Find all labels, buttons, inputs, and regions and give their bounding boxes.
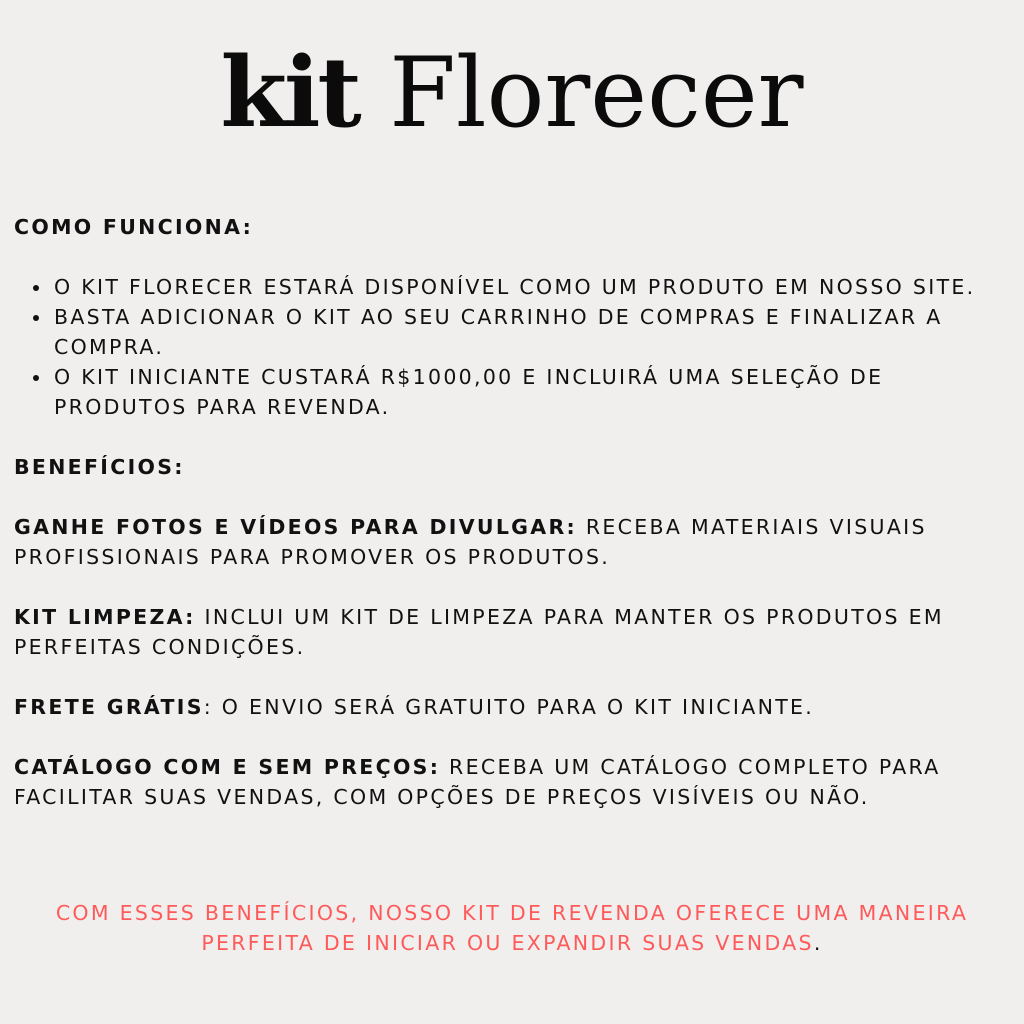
list-item: • BASTA ADICIONAR O KIT AO SEU CARRINHO DE COMPRAS E FINALIZAR A COMPRA. (52, 302, 1010, 362)
title-florecer: Florecer (389, 37, 804, 149)
como-funciona-heading: COMO FUNCIONA: (14, 215, 254, 239)
benefit-text: : O ENVIO SERÁ GRATUITO PARA O KIT INICIANTE. (203, 695, 815, 719)
como-funciona-list (14, 272, 1010, 422)
benefit-label: KIT LIMPEZA: (14, 605, 196, 629)
spacer (14, 482, 1010, 512)
benefit-label: GANHE FOTOS E VÍDEOS PARA DIVULGAR: (14, 515, 578, 539)
list-item: • O KIT INICIANTE CUSTARÁ R$1000,00 E INCLUIRÁ UMA SELEÇÃO DE PRODUTOS PARA REVENDA. (52, 362, 1010, 422)
closing-text: COM ESSES BENEFÍCIOS, NOSSO KIT DE REVENDA OFERECE UMA MANEIRA PERFEITA DE INICIAR OU EXPANDIR SUAS VENDAS (55, 901, 969, 955)
page-title (0, 38, 1024, 148)
main-content (14, 212, 1010, 812)
spacer (14, 572, 1010, 602)
benefit-text: INCLUI UM KIT DE LIMPEZA PARA MANTER OS PRODUTOS EM PERFEITAS CONDIÇÕES. (14, 605, 944, 659)
benefit-text: RECEBA MATERIAIS VISUAIS PROFISSIONAIS PARA PROMOVER OS PRODUTOS. (14, 515, 927, 569)
benefit-catalogo (14, 752, 1010, 812)
benefit-text: RECEBA UM CATÁLOGO COMPLETO PARA FACILITAR SUAS VENDAS, COM OPÇÕES DE PREÇOS VISÍVEIS OU NÃO. (14, 755, 941, 809)
title-kit: kit (220, 36, 359, 149)
list-item: • O KIT FLORECER ESTARÁ DISPONÍVEL COMO UM PRODUTO EM NOSSO SITE. (52, 272, 1010, 302)
beneficios-heading: BENEFÍCIOS: (14, 455, 185, 479)
benefit-label: CATÁLOGO COM E SEM PREÇOS: (14, 755, 441, 779)
spacer (14, 422, 1010, 452)
benefit-frete-gratis (14, 692, 1010, 722)
closing-statement (40, 898, 984, 958)
benefit-fotos-videos (14, 512, 1010, 572)
benefit-kit-limpeza (14, 602, 1010, 662)
benefit-label: FRETE GRÁTIS (14, 695, 204, 719)
closing-period: . (813, 931, 823, 955)
spacer (14, 242, 1010, 272)
spacer (14, 662, 1010, 692)
spacer (14, 722, 1010, 752)
